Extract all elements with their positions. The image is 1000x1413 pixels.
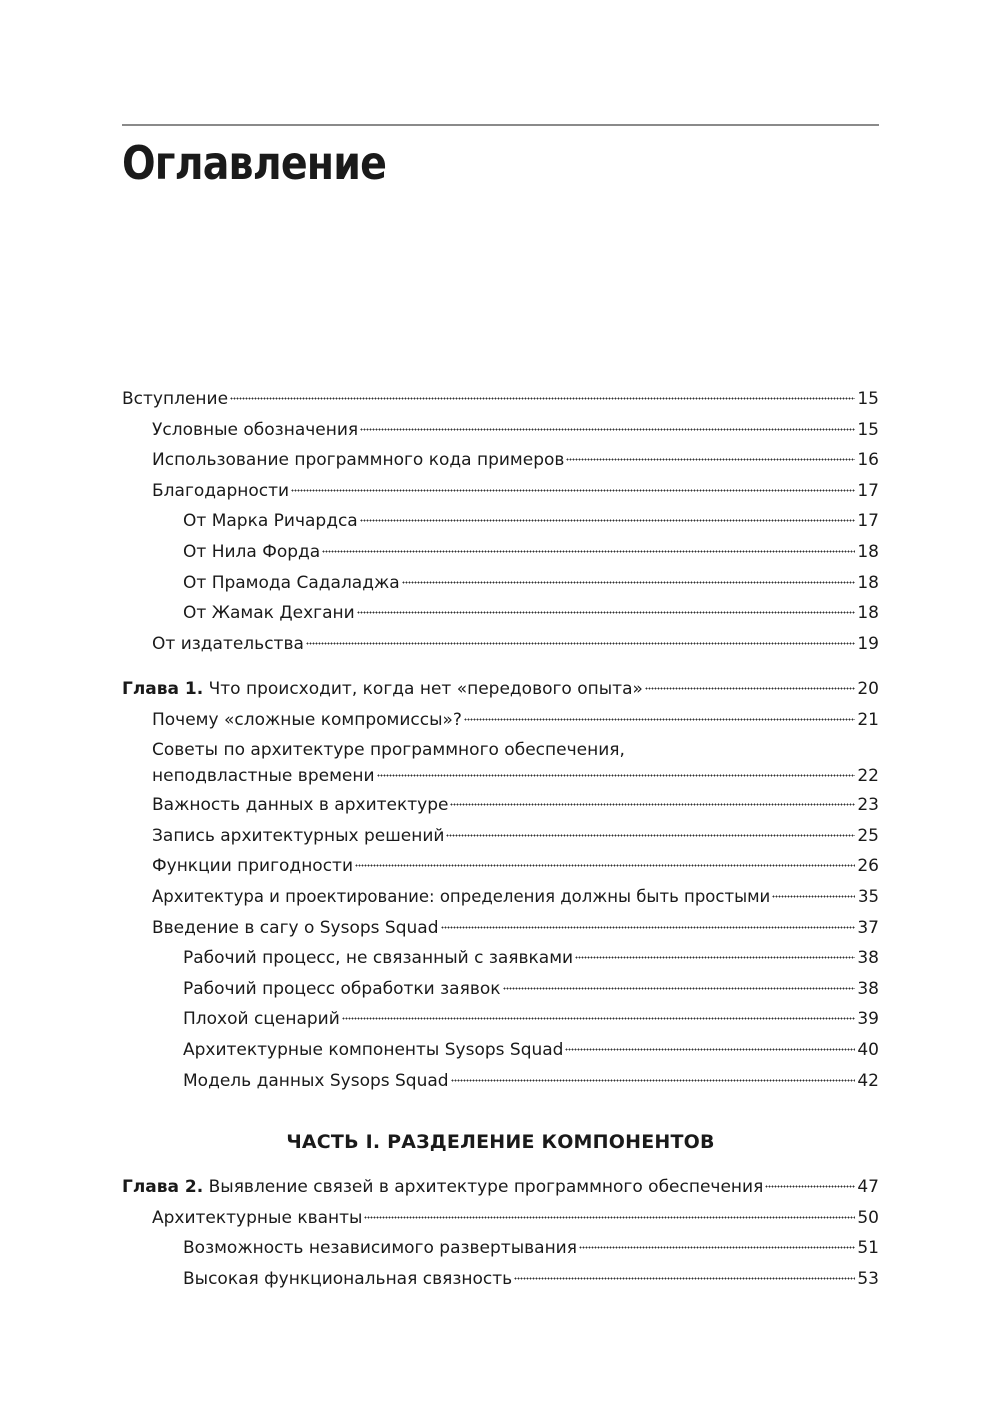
dot-leader xyxy=(377,773,855,777)
dot-leader xyxy=(355,863,855,867)
dot-leader xyxy=(306,641,855,645)
dot-leader xyxy=(357,610,855,614)
toc-page-number: 15 xyxy=(857,419,879,440)
dot-leader xyxy=(503,986,855,990)
toc-entry[interactable] xyxy=(122,480,879,502)
toc-page-number: 17 xyxy=(857,511,879,532)
toc-entry-title: От Нила Форда xyxy=(183,541,321,562)
toc-page-number: 21 xyxy=(857,709,879,730)
dot-leader xyxy=(322,549,855,553)
dot-leader xyxy=(446,833,855,837)
dot-leader xyxy=(291,488,855,492)
dot-leader xyxy=(772,894,855,898)
dot-leader xyxy=(451,1078,855,1082)
toc-entry-title-line2-row xyxy=(152,765,879,787)
toc-page-number: 39 xyxy=(857,1009,879,1030)
toc-page-number: 50 xyxy=(857,1207,879,1228)
toc-entry-title-line1: Советы по архитектуре программного обеспечения, xyxy=(152,740,625,761)
toc-entry-title: От Марка Ричардса xyxy=(183,511,358,532)
toc-entry-title: От Прамода Садаладжа xyxy=(183,572,400,593)
toc-entry[interactable] xyxy=(122,1207,879,1229)
toc-entry[interactable] xyxy=(122,825,879,847)
toc-entry[interactable] xyxy=(122,1039,879,1061)
dot-leader xyxy=(645,686,855,690)
toc-page-number: 42 xyxy=(857,1070,879,1091)
dot-leader xyxy=(342,1016,855,1020)
chapter-prefix: Глава 2. xyxy=(122,1177,204,1197)
toc-entry[interactable] xyxy=(122,633,879,655)
toc-entry[interactable] xyxy=(122,886,879,908)
toc-entry[interactable] xyxy=(122,388,879,410)
toc-page-number: 38 xyxy=(857,948,879,969)
toc-page-number: 17 xyxy=(857,480,879,501)
dot-leader xyxy=(450,802,855,806)
page-title: Оглавление xyxy=(122,136,387,190)
toc-entry[interactable] xyxy=(122,419,879,441)
toc-entry-title: Запись архитектурных решений xyxy=(152,825,445,846)
toc-page-number: 35 xyxy=(858,886,879,906)
toc-page-number: 15 xyxy=(857,389,879,409)
toc-entry-title: Рабочий процесс, не связанный с заявками xyxy=(183,948,574,969)
toc-entry-title xyxy=(122,1176,763,1198)
toc-entry[interactable] xyxy=(122,572,879,594)
toc-entry-title: Условные обозначения xyxy=(152,419,359,440)
toc-entry-title: Введение в сагу о Sysops Squad xyxy=(152,917,439,938)
toc-entry-title: Вступление xyxy=(122,389,229,409)
toc-chapter-2-section xyxy=(122,1176,879,1298)
toc-entry-title: Высокая функциональная связность xyxy=(183,1268,513,1289)
header-rule xyxy=(122,124,879,126)
dot-leader xyxy=(464,717,855,721)
toc-page-number: 47 xyxy=(857,1177,879,1197)
toc-page-number: 38 xyxy=(857,978,879,999)
toc-entry[interactable] xyxy=(122,541,879,563)
toc-page-number: 26 xyxy=(857,856,879,877)
dot-leader xyxy=(566,457,855,461)
toc-entry-title xyxy=(122,678,643,700)
toc-page-number: 18 xyxy=(857,603,879,624)
toc-page-number: 25 xyxy=(857,825,879,846)
toc-entry-title: Почему «сложные компромиссы»? xyxy=(152,709,462,730)
toc-page-number: 23 xyxy=(857,795,879,816)
toc-page-number: 18 xyxy=(857,572,879,593)
dot-leader xyxy=(514,1276,855,1280)
toc-entry[interactable] xyxy=(122,1070,879,1092)
dot-leader xyxy=(575,955,855,959)
toc-page-number: 22 xyxy=(857,766,879,787)
toc-page-number: 40 xyxy=(857,1039,879,1060)
toc-entry-title: Использование программного кода примеров xyxy=(152,450,565,471)
toc-entry[interactable] xyxy=(122,978,879,1000)
toc-page-number: 51 xyxy=(857,1238,879,1259)
toc-page-number: 53 xyxy=(857,1268,879,1289)
dot-leader xyxy=(579,1245,855,1249)
part-heading: ЧАСТЬ I. РАЗДЕЛЕНИЕ КОМПОНЕНТОВ xyxy=(286,1131,715,1153)
toc-page-number: 37 xyxy=(857,917,879,938)
toc-entry-title: От издательства xyxy=(152,633,304,654)
toc-chapter-entry[interactable] xyxy=(122,678,879,700)
toc-entry[interactable] xyxy=(122,947,879,969)
toc-entry-title-line2: неподвластные времени xyxy=(152,766,375,787)
toc-entry-title: Возможность независимого развертывания xyxy=(183,1238,577,1259)
toc-entry[interactable] xyxy=(122,794,879,816)
toc-entry[interactable] xyxy=(122,510,879,532)
toc-page-number: 19 xyxy=(857,633,879,654)
toc-entry-title: Важность данных в архитектуре xyxy=(152,795,449,816)
toc-entry-title: От Жамак Дехгани xyxy=(183,603,355,624)
toc-entry[interactable] xyxy=(122,449,879,471)
toc-entry-title: Архитектурные компоненты Sysops Squad xyxy=(183,1039,564,1060)
dot-leader xyxy=(565,1047,855,1051)
toc-entry[interactable] xyxy=(122,739,879,787)
chapter-prefix: Глава 1. xyxy=(122,679,204,699)
toc-entry[interactable] xyxy=(122,855,879,877)
toc-entry[interactable] xyxy=(122,1237,879,1259)
toc-page-number: 18 xyxy=(857,541,879,562)
toc-page-number: 20 xyxy=(857,679,879,699)
toc-entry[interactable] xyxy=(122,1268,879,1290)
toc-chapter-entry[interactable] xyxy=(122,1176,879,1198)
dot-leader xyxy=(230,396,855,400)
dot-leader xyxy=(360,427,855,431)
toc-entry[interactable] xyxy=(122,917,879,939)
toc-entry-title: Благодарности xyxy=(152,480,290,501)
chapter-title: Выявление связей в архитектуре программного обеспечения xyxy=(208,1177,764,1197)
toc-chapter-1-section xyxy=(122,678,879,1100)
toc-entry-title: Модель данных Sysops Squad xyxy=(183,1070,449,1091)
dot-leader xyxy=(765,1184,855,1188)
toc-entry-title: Архитектурные кванты xyxy=(152,1207,363,1228)
toc-entry[interactable] xyxy=(122,1008,879,1030)
dot-leader xyxy=(402,580,855,584)
toc-entry-title: Плохой сценарий xyxy=(183,1009,340,1030)
dot-leader xyxy=(364,1215,855,1219)
toc-front-section xyxy=(122,388,879,663)
toc-page-number: 16 xyxy=(857,450,879,471)
toc-entry-title: Архитектура и проектирование: определения должны быть простыми xyxy=(152,886,771,906)
chapter-title: Что происходит, когда нет «передового опыта» xyxy=(208,679,643,699)
toc-entry-title: Рабочий процесс обработки заявок xyxy=(183,978,501,999)
dot-leader xyxy=(360,518,855,522)
dot-leader xyxy=(441,925,856,929)
toc-entry[interactable] xyxy=(122,709,879,731)
toc-entry[interactable] xyxy=(122,602,879,624)
toc-entry-title: Функции пригодности xyxy=(152,856,354,877)
